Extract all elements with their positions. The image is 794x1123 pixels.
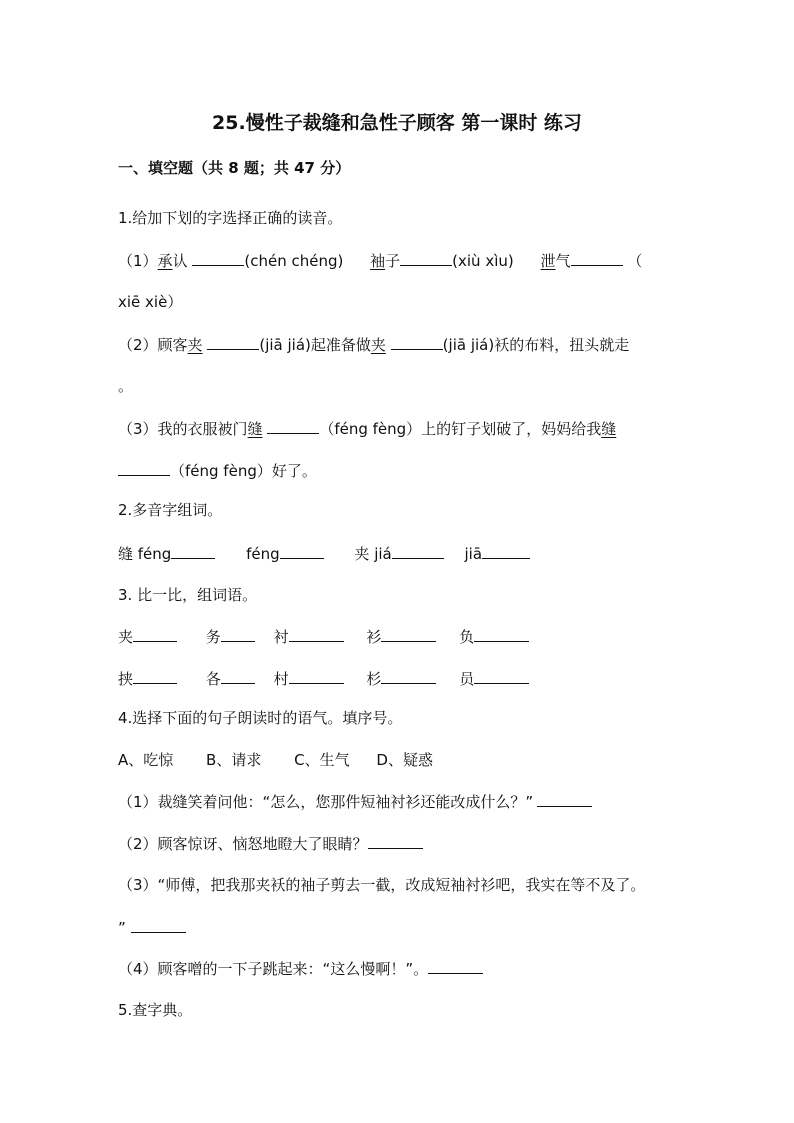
question-1-part-2: （2）顾客夹 (jiā jiá)起准备做夹 (jiā jiá)袄的布料，扭头就走	[118, 336, 630, 354]
question-4-sentence-3: （3）“师傅，把我那夹袄的袖子剪去一截，改成短袖衬衫吧，我实在等不及了。	[118, 876, 646, 894]
question-1-part-3: （3）我的衣服被门缝 （féng fèng）上的钉子划破了，妈妈给我缝	[118, 420, 617, 438]
question-4-options: A、吃惊 B、请求 C、生气 D、疑惑	[118, 751, 433, 769]
section-heading: 一、填空题（共 8 题；共 47 分）	[118, 159, 351, 177]
answer-blank[interactable]	[537, 791, 592, 807]
question-4-sentence-4: （4）顾客噌的一下子跳起来：“这么慢啊！”。	[118, 958, 483, 979]
answer-blank[interactable]	[131, 917, 186, 933]
question-1-part-1-cont: xiē xiè）	[118, 293, 183, 311]
question-3-row-1: 夹 务 衬 衫 负	[118, 626, 529, 647]
answer-blank[interactable]	[280, 543, 324, 559]
answer-blank[interactable]	[474, 626, 529, 642]
underlined-char: 夹	[187, 336, 203, 354]
answer-blank[interactable]	[221, 626, 255, 642]
page-title: 25.慢性子裁缝和急性子顾客 第一课时 练习	[212, 112, 582, 134]
answer-blank[interactable]	[391, 334, 443, 350]
answer-blank[interactable]	[571, 250, 623, 266]
underlined-char: 缝	[247, 420, 263, 438]
question-2-items: 缝 féng féng 夹 jiá jiā	[118, 543, 530, 564]
question-4-sentence-1: （1）裁缝笑着问他：“怎么，您那件短袖衬衫还能改成什么？”	[118, 791, 592, 812]
answer-blank[interactable]	[133, 626, 177, 642]
question-4-stem: 4.选择下面的句子朗读时的语气。填序号。	[118, 709, 403, 727]
answer-blank[interactable]	[381, 626, 436, 642]
underlined-char: 袖	[370, 252, 386, 270]
answer-blank[interactable]	[221, 668, 255, 684]
underlined-char: 缝	[601, 420, 617, 438]
answer-blank[interactable]	[171, 543, 215, 559]
question-1-part-1: （1）承认 (chén chéng) 袖子 (xiù xìu) 泄气 （	[118, 252, 643, 270]
answer-blank[interactable]	[133, 668, 177, 684]
question-4-sentence-3-cont: ”	[118, 917, 186, 938]
question-1-part-2-cont: 。	[118, 377, 134, 395]
answer-blank[interactable]	[368, 833, 423, 849]
answer-blank[interactable]	[482, 543, 530, 559]
answer-blank[interactable]	[289, 668, 344, 684]
question-3-stem: 3. 比一比，组词语。	[118, 586, 258, 604]
answer-blank[interactable]	[118, 460, 170, 476]
question-1-stem: 1.给加下划的字选择正确的读音。	[118, 209, 343, 227]
answer-blank[interactable]	[392, 543, 444, 559]
underlined-char: 泄	[540, 252, 556, 270]
question-1-part-3-cont: （féng fèng）好了。	[118, 460, 317, 481]
question-5-stem: 5.查字典。	[118, 1001, 193, 1019]
question-3-row-2: 挟 各 村 杉 员	[118, 668, 529, 689]
answer-blank[interactable]	[207, 334, 259, 350]
question-2-stem: 2.多音字组词。	[118, 501, 223, 519]
answer-blank[interactable]	[400, 250, 452, 266]
answer-blank[interactable]	[289, 626, 344, 642]
answer-blank[interactable]	[474, 668, 529, 684]
answer-blank[interactable]	[428, 958, 483, 974]
underlined-char: 承	[157, 252, 173, 270]
underlined-char: 夹	[370, 336, 386, 354]
question-4-sentence-2: （2）顾客惊讶、恼怒地瞪大了眼睛？	[118, 833, 423, 854]
answer-blank[interactable]	[192, 250, 244, 266]
answer-blank[interactable]	[381, 668, 436, 684]
answer-blank[interactable]	[267, 418, 319, 434]
